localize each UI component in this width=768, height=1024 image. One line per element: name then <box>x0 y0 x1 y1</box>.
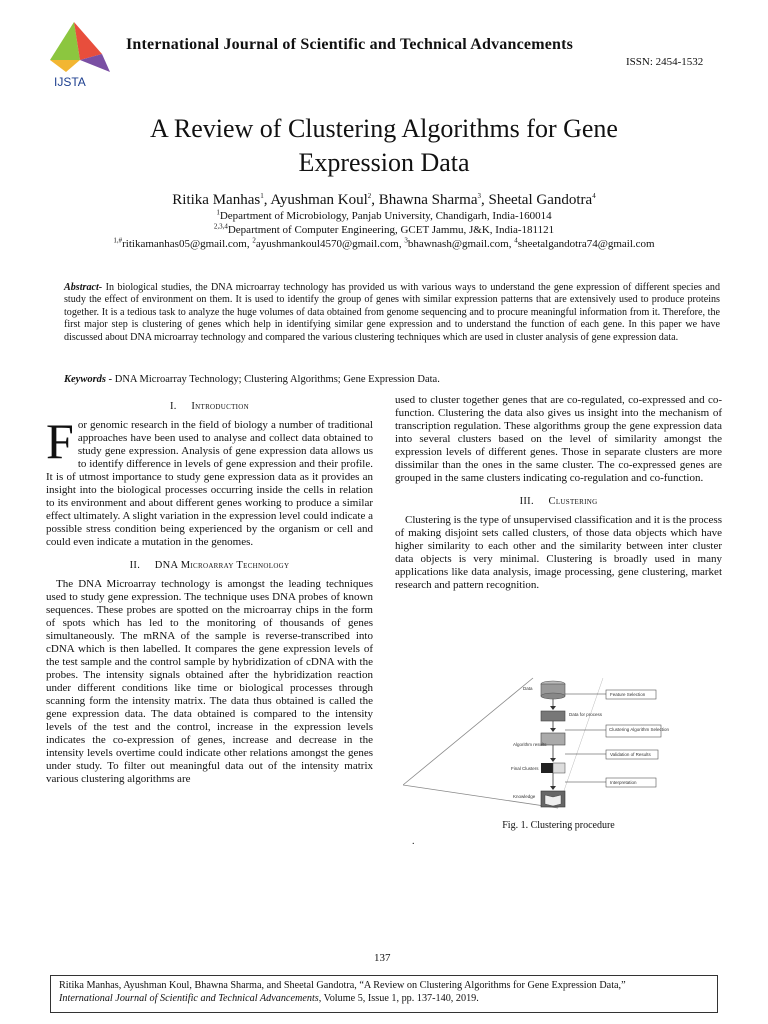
page-number: 137 <box>374 952 391 964</box>
affiliation-sup: 2,3,4 <box>213 222 228 231</box>
keywords <box>64 374 720 385</box>
journal-logo <box>44 14 118 90</box>
author-name: Sheetal Gandotra <box>488 192 593 208</box>
abstract-label: Abstract- <box>64 282 103 293</box>
section-title: Introduction <box>191 401 249 412</box>
arrow-head <box>550 706 556 710</box>
label-data-process: Data for process <box>569 712 603 717</box>
author-sup: 1 <box>260 192 264 200</box>
process-block <box>541 711 565 721</box>
section-number: III. <box>519 496 534 507</box>
paper-title <box>60 112 708 180</box>
affiliation-1 <box>34 210 734 222</box>
section-heading-introduction <box>46 400 373 413</box>
clustering-paragraph: Clustering is the type of unsupervised classification and it is the process of making disjoint sets called clusters, of those data objects which have higher similarity to each other and the similarity between inter cluster data objects is very minimal. Clustering is broadly used in many applications like data analysis, image processing, gene clustering, market research and pattern recognition. <box>395 514 722 591</box>
label-interpretation: Interpretation <box>610 780 637 785</box>
affiliation-sup: 1 <box>216 208 220 217</box>
email-address[interactable]: bhawnash@gmail.com <box>407 238 509 250</box>
section-title: Clustering <box>548 496 598 507</box>
section-number: I. <box>169 401 177 412</box>
author-name: Bhawna Sharma <box>378 192 478 208</box>
abstract-text: In biological studies, the DNA microarray technology has provided us with various ways to understand the gene expression of different species and study the effect of environment on them. It is used to identify the group of genes with similar expression patterns that are extensively used to produce proteins together. It is a tedious task to analyze the huge volumes of data obtained from genome sequencing and to procure meaningful information from it. Therefore, the first major step is clustering of genes which help in identifying similar gene expression and to understand the function of each gene. In this paper we have discussed about DNA microarray technology and compared the various clustering techniques which are used in cluster analysis of gene expression data. <box>64 282 720 343</box>
abstract <box>64 282 720 344</box>
logo-text: IJSTA <box>54 75 86 89</box>
affiliation-2 <box>34 224 734 236</box>
section-heading-clustering <box>395 495 722 508</box>
author-name: Ayushman Koul <box>270 192 368 208</box>
affiliation-text: Department of Computer Engineering, GCET Jammu, J&K, India-181121 <box>227 224 555 236</box>
author-list: Ritika Manhas$^1$, Ayushman Koul$^2$, Bhawna Sharma$^3$, Sheetal Gandotra$^4$ <box>172 192 596 208</box>
arrow-head <box>550 786 556 790</box>
author-sup: 3 <box>477 192 481 200</box>
email-sup: 4 <box>514 236 518 245</box>
title-line-2: Expression Data <box>298 148 470 177</box>
email-list: $^{1,\#}$ritikamanhas05@gmail.com, $^2$ayushmankoul4570@gmail.com, $^3$bhawnash@gmail.com, $^4$sheetalgandotra74@gmail.com <box>113 236 655 250</box>
email-address[interactable]: ayushmankoul4570@gmail.com <box>255 238 399 250</box>
keywords-text: DNA Microarray Technology; Clustering Algorithms; Gene Expression Data. <box>112 374 440 385</box>
email-sup: 3 <box>404 236 408 245</box>
section-heading-dna <box>46 559 373 572</box>
citation-details: , Volume 5, Issue 1, pp. 137-140, 2019. <box>318 993 479 1004</box>
citation-footer <box>50 975 718 1013</box>
stray-mark: . <box>412 836 415 847</box>
citation-source <box>59 992 709 1005</box>
email-sup: 1,# <box>113 236 123 245</box>
continued-paragraph: used to cluster together genes that are co-regulated, co-expressed and co-function. Clustering the data also gives us insight into the mechanism of transcription regulation. These algorithms group the gene expression data into several clusters based on the level of similarity amongst the expression levels of different genes. Those in separate clusters are more dissimilar than the ones in the same cluster. The co-expressed genes are grouped in the same clusters indicating co-regulation and co-function. <box>395 394 722 484</box>
intro-paragraph <box>46 413 373 549</box>
label-clustering-selection: Clustering Algorithm Selection <box>609 727 670 732</box>
arrow-head <box>550 758 556 762</box>
email-address[interactable]: ritikamanhas05@gmail.com <box>122 238 247 250</box>
email-address[interactable]: sheetalgandotra74@gmail.com <box>517 238 655 250</box>
cluster-block-dark <box>541 763 553 773</box>
clustering-procedure-figure <box>403 670 725 820</box>
keywords-label: Keywords - <box>64 374 113 385</box>
drop-cap: F <box>46 413 74 469</box>
affiliation-text: Department of Microbiology, Panjab University, Chandigarh, India-160014 <box>219 210 552 222</box>
label-validation: Validation of Results <box>610 752 651 757</box>
right-column <box>395 394 722 592</box>
label-algorithm-results: Algorithm results <box>513 742 547 747</box>
citation-authors: Ritika Manhas, Ayushman Koul, Bhawna Sharma, and Sheetal Gandotra, “A Review on Clustering Algorithms for Gene Expression Data,” <box>59 980 626 991</box>
arrow-head <box>550 728 556 732</box>
label-knowledge: Knowledge <box>513 794 536 799</box>
section-title: DNA Microarray Technology <box>154 560 290 571</box>
title-line-1: A Review of Clustering Algorithms for Gene <box>150 114 618 143</box>
author-sup: 2 <box>367 192 372 200</box>
database-icon <box>541 681 565 699</box>
journal-name: International Journal of Scientific and Technical Advancements <box>126 36 574 53</box>
issn: ISSN: 2454-1532 <box>626 56 704 68</box>
dna-paragraph: The DNA Microarray technology is amongst the leading techniques used to study gene expression. The technique uses DNA probes of known sequences. These probes are spotted on the microarray chips in the form of spots which has led to the monitoring of thousands of genes simultaneously. The mRNA of the sample is reverse-transcribed into cDNA which is then labelled. It compares the gene expression levels of the test sample and the control sample by hybridization of cDNA with the probes. The intensity signals obtained after the hybridization reaction under different conditions like time or biological processes through scanning form the intensity matrix. The data thus obtained is called the gene expression data. The data obtained is compared to the intensity levels of the test and the control, increase in the expression levels indicates the co-expression of genes, increase and decrease in the intensity levels overtime could indicate other relations amongst the genes under study. To filter out meaningful data out of the intensity matrix various clustering algorithms are <box>46 578 373 785</box>
cluster-block-light <box>553 763 565 773</box>
intro-text: or genomic research in the field of biology a number of traditional approaches have been used to analyse and collect data obtained to study gene expression. Analysis of gene expression data allows us to identify difference in levels of gene expression and their profile. It is of utmost importance to study gene expression data as it provides an insight into the biological processes occurring inside the cells in relation to its environment and about different genes working to produce a similar effect ultimately. A slight variation in the expression level could indicate a possible stress condition being experienced by the organism or cell and could even indicate a mutation in the genomes. <box>46 419 373 548</box>
label-final-clusters: Final Clusters <box>511 766 539 771</box>
author-sup: 4 <box>592 192 596 200</box>
label-feature-selection: Feature Selection <box>610 692 646 697</box>
email-sup: 2 <box>252 236 256 245</box>
figure-caption: Fig. 1. Clustering procedure <box>502 820 615 831</box>
left-column <box>46 396 373 786</box>
author-name: Ritika Manhas <box>172 192 261 208</box>
label-data: Data <box>523 686 533 691</box>
section-number: II. <box>129 560 141 571</box>
citation-journal: International Journal of Scientific and Technical Advancements <box>59 993 319 1004</box>
